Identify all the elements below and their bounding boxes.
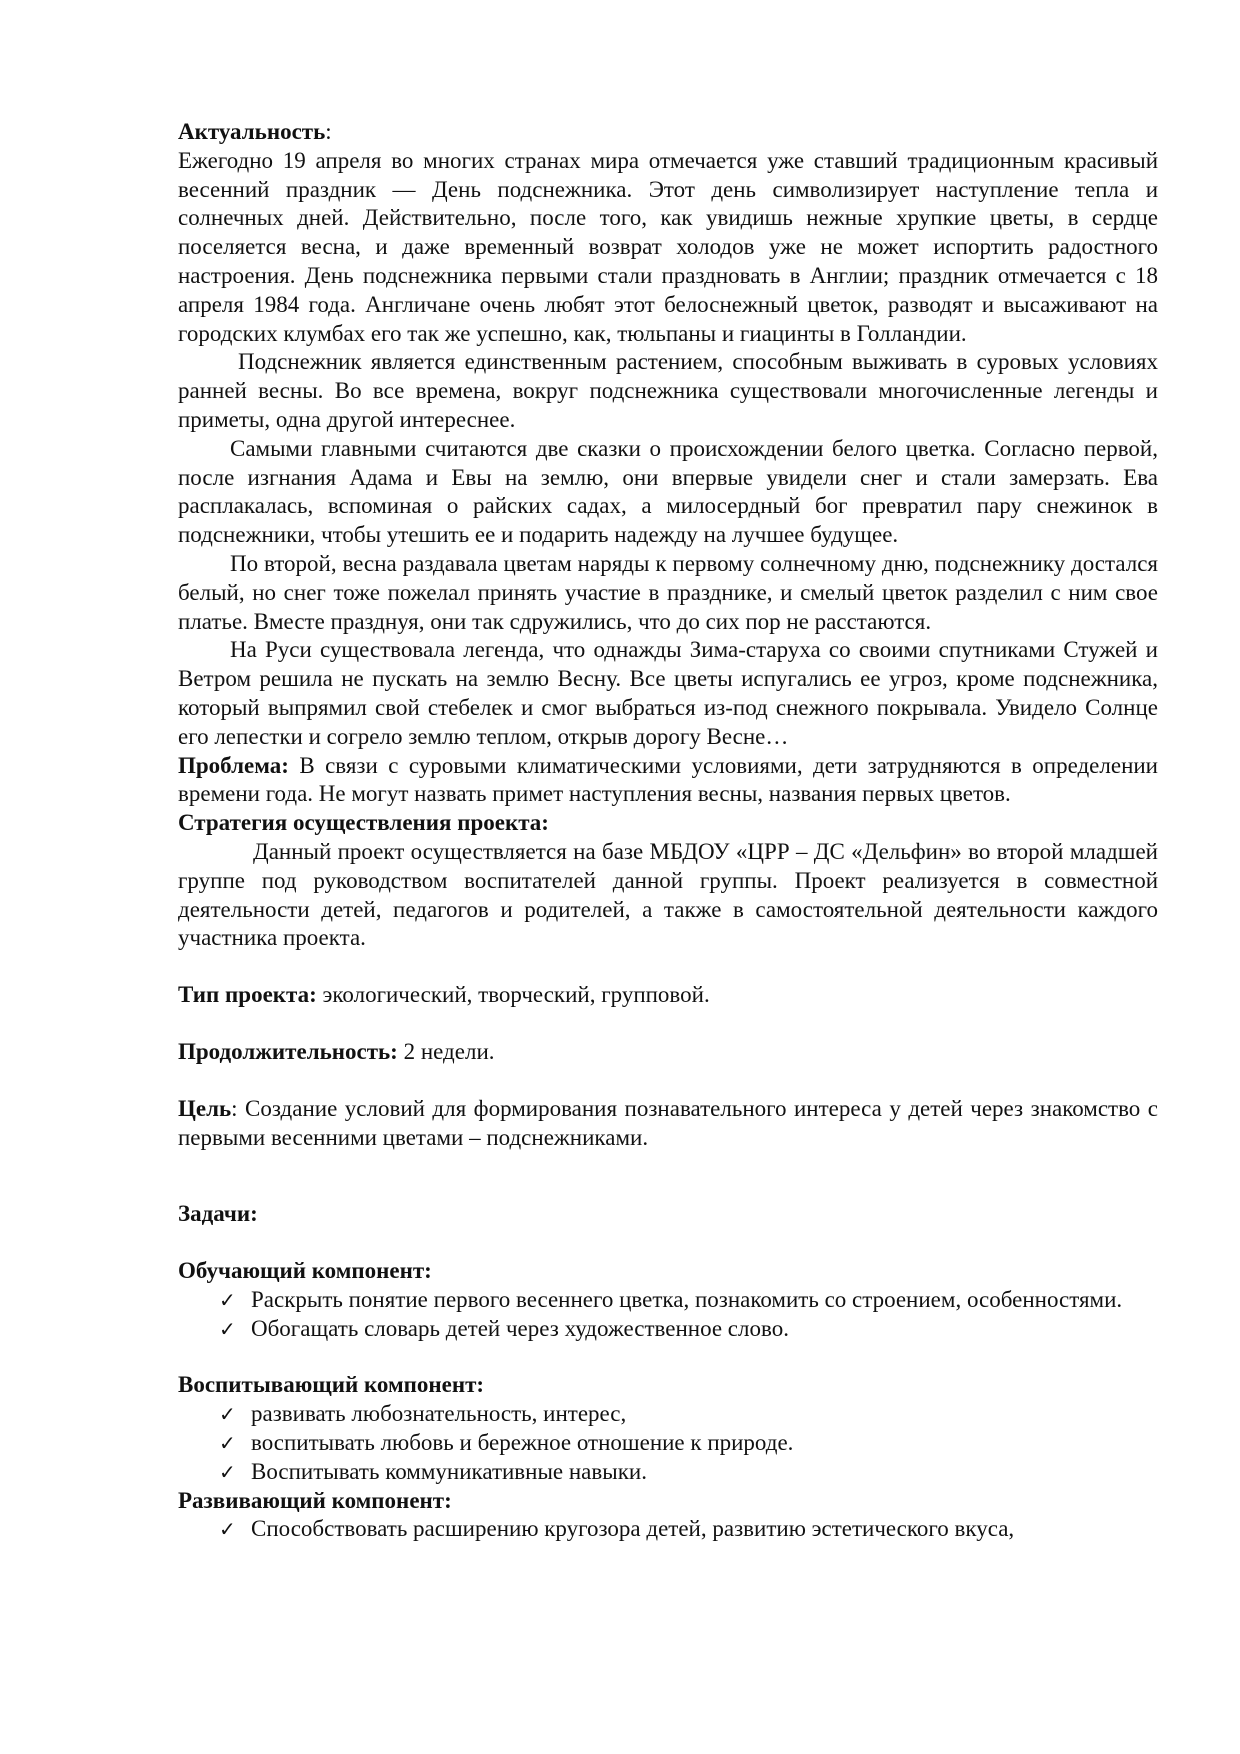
developing-task-list — [178, 1515, 1158, 1544]
tasks-heading: Задачи: — [178, 1201, 258, 1227]
checkmark-icon: ✓ — [219, 1517, 236, 1542]
relevance-paragraph-3: Самыми главными считаются две сказки о происхождении белого цветка. Согласно первой, после изгнания Адама и Евы на землю, они впервые увидели снег и стали замерзать. Ева расплакалась, вспоминая о райских садах, а милосердный бог превратил пару снежинок в подснежники, чтобы утешить ее и подарить надежду на лучшее будущее. — [178, 435, 1158, 548]
checkmark-icon: ✓ — [219, 1402, 236, 1427]
developing-component-heading: Развивающий компонент: — [178, 1487, 452, 1513]
strategy-heading: Стратегия осуществления проекта: — [178, 810, 549, 836]
duration-line — [178, 1038, 1158, 1067]
checkmark-icon: ✓ — [219, 1459, 236, 1484]
relevance-paragraph-2: Подснежник является единственным растением, способным выживать в суровых условиях ранней весны. Во все времена, вокруг подснежника существовали многочисленные легенды и приметы, одна другой интереснее. — [178, 349, 1158, 432]
relevance-heading: Актуальность — [178, 119, 326, 144]
problem-label: Проблема: — [178, 752, 289, 778]
list-item: ✓ Способствовать расширению кругозора детей, развитию эстетического вкуса, — [219, 1515, 1158, 1544]
list-item: ✓ Раскрыть понятие первого весеннего цветка, познакомить со строением, особенностями. — [219, 1286, 1158, 1315]
list-item: ✓ воспитывать любовь и бережное отношение к природе. — [219, 1429, 1158, 1458]
project-type-line — [178, 981, 1158, 1010]
problem-paragraph — [178, 752, 1158, 810]
list-item: ✓ развивать любознательность, интерес, — [219, 1400, 1158, 1429]
upbringing-task-list — [178, 1400, 1158, 1486]
relevance-paragraph-1: Ежегодно 19 апреля во многих странах мира отмечается уже ставший традиционным красивый весенний праздник — День подснежника. Этот день символизирует наступление тепла и солнечных дней. Действительно, после того, как увидишь нежные хрупкие цветы, в сердце поселяется весна, и даже временный возврат холодов уже не может испортить радостного настроения. День подснежника первыми стали праздновать в Англии; праздник отмечается с 18 апреля 1984 года. Англичане очень любят этот белоснежный цветок, разводят и высаживают на городских клумбах его так же успешно, как, тюльпаны и гиацинты в Голландии. — [178, 147, 1158, 346]
duration-label: Продолжительность: — [178, 1038, 398, 1064]
checkmark-icon: ✓ — [219, 1287, 236, 1312]
checkmark-icon: ✓ — [219, 1316, 236, 1341]
relevance-heading-line: Актуальность: — [178, 119, 332, 144]
list-item: ✓ Обогащать словарь детей через художественное слово. — [219, 1315, 1158, 1344]
upbringing-component-heading: Воспитывающий компонент: — [178, 1372, 485, 1398]
project-type-text: экологический, творческий, групповой. — [316, 982, 710, 1008]
relevance-paragraph-4: По второй, весна раздавала цветам наряды к первому солнечному дню, подснежнику достался белый, но снег тоже пожелал принять участие в празднике, и смелый цветок разделил с ним свое платье. Вместе празднуя, они так сдружились, что до сих пор не расстаются. — [178, 550, 1158, 634]
problem-text: В связи с суровыми климатическими условиями, дети затрудняются в определении времени года. Не могут назвать примет наступления весны, названия первых цветов. — [178, 752, 1158, 807]
relevance-paragraph-5: На Руси существовала легенда, что однажды Зима-старуха со своими спутниками Стужей и Ветром решила не пускать на землю Весну. Все цветы испугались ее угроз, кроме подснежника, который выпрямил свой стебелек и смог выбраться из-под снежного покрывала. Увидело Солнце его лепестки и согрело землю теплом, открыв дорогу Весне… — [178, 637, 1158, 749]
teaching-component-heading: Обучающий компонент: — [178, 1258, 432, 1284]
project-type-label: Тип проекта: — [178, 982, 317, 1008]
list-item: ✓ Воспитывать коммуникативные навыки. — [219, 1458, 1158, 1487]
strategy-paragraph: Данный проект осуществляется на базе МБДОУ «ЦРР – ДС «Дельфин» во второй младшей группе под руководством воспитателей данной группы. Проект реализуется в совместной деятельности детей, педагогов и родителей, а также в самостоятельной деятельности каждого участника проекта. — [178, 838, 1158, 951]
duration-text: 2 недели. — [397, 1038, 495, 1064]
goal-text: : Создание условий для формирования познавательного интереса у детей через знакомство с первыми весенними цветами – подснежниками. — [178, 1095, 1158, 1150]
goal-label: Цель — [178, 1095, 232, 1121]
goal-paragraph — [178, 1095, 1158, 1153]
teaching-task-list — [178, 1286, 1158, 1344]
checkmark-icon: ✓ — [219, 1431, 236, 1456]
